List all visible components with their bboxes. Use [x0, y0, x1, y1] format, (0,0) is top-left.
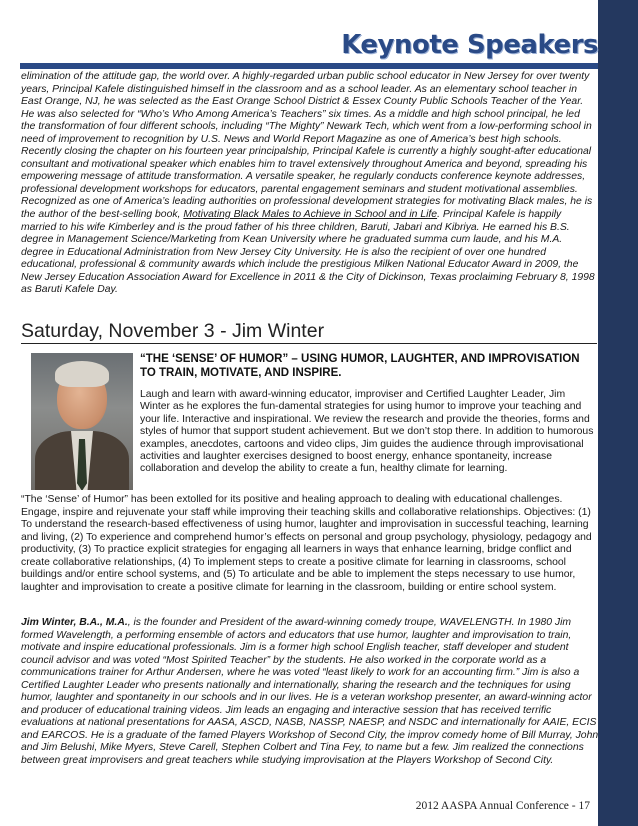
title-rule: [20, 63, 598, 69]
photo-hair: [55, 361, 109, 387]
bio-text-1: elimination of the attitude gap, the world over. A highly-regarded urban public school educator in New Jersey for over twenty years, Principal Kafele distinguished himself in the classroom and as a school leader. As an elementary school teacher in East Orange, NJ, he was selected as the East Orange School District & Essex County Public Schools Teacher of the Year. He was also selected for “Who’s Who Among America’s Teachers” six times. As a middle and high school principal, he led the transformation of four different schools, including “The Mighty” Newark Tech, which went from a low-performing school in need of improvement to recognition by U.S. News and World Report Magazine as one of America’s best high schools. Recently closing the chapter on his fourteen year principalship, Principal Kafele is currently a highly sought-after educational consultant and motivational speaker which enables him to travel extensively throughout America and beyond, spreading his empowering message of attitude transformation. A versatile speaker, he regularly conducts conference keynote addresses, professional development workshops for educators, parental engagement seminars and student motivational assemblies. Recognized as one of America’s leading authorities on professional development strategies for motivating Black males, he is the author of the best-selling book,: [21, 71, 593, 221]
heading-rule: [21, 343, 597, 344]
book-title: Motivating Black Males to Achieve in School and in Life: [183, 209, 438, 221]
kafele-bio: [21, 71, 597, 297]
speaker-name: Jim Winter, B.A., M.A.: [21, 617, 128, 628]
speaker-photo: [31, 353, 133, 490]
talk-description: Laugh and learn with award-winning educator, improviser and Certified Laughter Leader, Jim Winter as he explores the fun-damental strategies for using humor to improve your teaching and your life. Interactive and inspirational. We review the research and provide the theories, forms and styles of humor that support student achievement. But we don’t stop there. In addition to humorous examples, anecdotes, cartoons and video clips, Jim guides the audience through improvisational activities and laughter exercises designed to boost energy, enhance spontaneity, increase collaboration and develop the ability to create a fun, healthy climate for learning.: [140, 389, 594, 475]
side-bar: [598, 0, 638, 826]
speaker-bio-text: , is the founder and President of the award-winning comedy troupe, WAVELENGTH. In 1980 Jim formed Wavelength, a performing ensemble of actors and educators that use humor, laughter and improvisation to train, motivate and inspire educational professionals. Jim is a former high school English teacher, staff developer and student council advisor and was voted “Most Spirited Teacher” by the students. He also worked in the corporate world as a communications trainer for Arthur Andersen, where he was voted “least likely to work for an accounting firm.” Jim is also a Certified Laughter Leader who presents nationally and internationally, sharing the research and the techniques for using humor, laughter and spontaneity in our schools and in our lives. He is a veteran workshop presenter, an award-winning actor and producer of educational training videos. Jim leads an engaging and interactive session that has received terrific evaluations at national presentations for AASA, ASCD, NASB, NASSP, NAESP, and NSDC and internationally for AAIE, ECIS and EARCOS. He is a graduate of the famed Players Workshop of Second City, the improv comedy home of Bill Murray, John and Jim Belushi, Mike Myers, Steve Carell, Stephen Colbert and Tina Fey, to name but a few. Jim realized the connections between great improvisers and great teachers while studying improvisation at the Players Workshop of Second City.: [21, 617, 599, 766]
bio-text-2: . Principal Kafele is happily married to his wife Kimberley and is the proud father of his three children, Baruti, Jabari and Kibriya. He earned his B.S. degree in Management Science/Marketing from Kean University where he graduated summa cum laude, and his M.A. degree in Educational Administration from New Jersey City University. He is also the recipient of over one hundred educational, professional & community awards which include the prestigious Milken National Educator Award in 2009, the New Jersey Education Association Award for Excellence in 2011 & the City of Dickinson, Texas proclaiming February 8, 1998 as Baruti Kafele Day.: [21, 209, 595, 296]
session-heading: Saturday, November 3 - Jim Winter: [21, 320, 325, 342]
talk-objectives: “The ‘Sense’ of Humor” has been extolled for its positive and healing approach to dealing with educational challenges. Engage, inspire and rejuvenate your staff while improving their teaching skills and collaborative relationships. Objectives: (1) To understand the research-based effectiveness of using humor, laughter and improvisation in successful teaching, learning and living, (2) To experience and comprehend humor’s effects on personal and group psychology, physiology, pedagogy and productivity, (3) To practice explicit strategies for engaging all learners in ways that enhance learning, bridge conflict and create collaborative relationships, (4) To implement steps to create a positive climate for learning in classrooms, school buildings and/or entire school systems, and (5) To articulate and be able to implement the steps necessary to use humor, laughter and improvisation to create a positive climate for learning in the classroom, building or entire school system.: [21, 494, 592, 593]
page-title: Keynote Speakers: [341, 30, 598, 60]
talk-title: “THE ‘SENSE’ OF HUMOR” – USING HUMOR, LAUGHTER, AND IMPROVISATION TO TRAIN, MOTIVATE, AND INSPIRE.: [140, 353, 580, 379]
speaker-bio: [21, 617, 599, 767]
page-footer: 2012 AASPA Annual Conference - 17: [415, 800, 590, 812]
